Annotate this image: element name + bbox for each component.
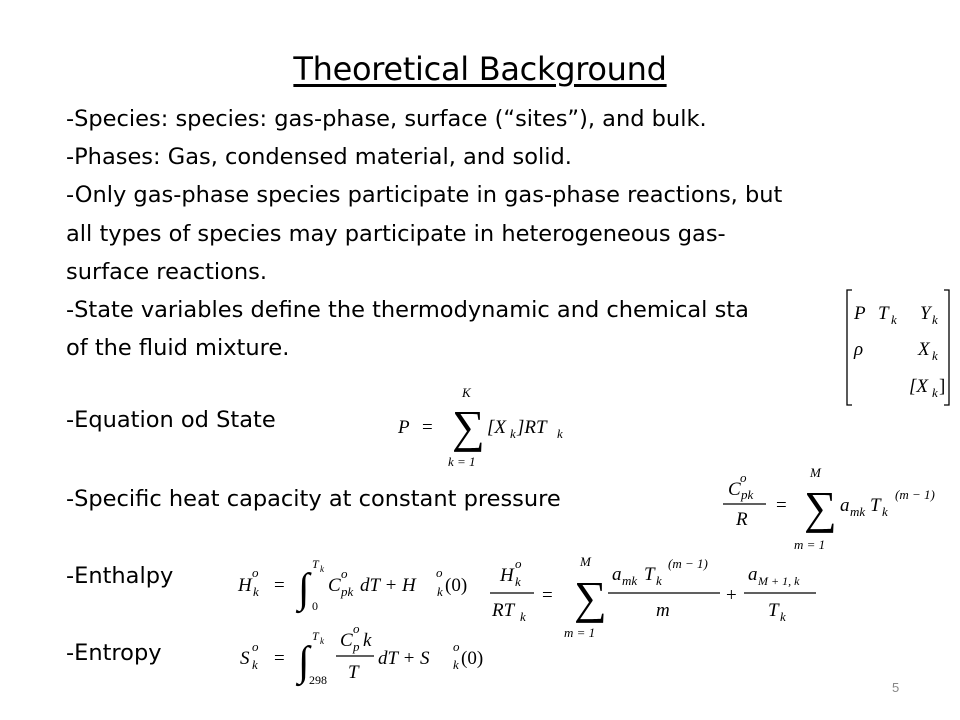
hr-t2-sub: k xyxy=(780,609,786,624)
bullet-phases: -Phases: Gas, condensed material, and solid. xyxy=(66,144,572,171)
body-text xyxy=(66,100,896,367)
eos-equals: = xyxy=(422,417,433,438)
eos-lower-limit: k = 1 xyxy=(448,454,476,469)
hr-t: T xyxy=(644,564,655,585)
bullet-gas-phase-line-3: surface reactions. xyxy=(66,258,268,285)
cp-exponent: (m − 1) xyxy=(895,487,935,502)
s-k: k xyxy=(363,630,372,651)
h-dt: dT + H xyxy=(360,575,416,596)
matrix-p: P xyxy=(854,303,866,324)
hr-h-o: o xyxy=(515,556,522,571)
s-c-o: o xyxy=(353,621,360,636)
equation-enthalpy-ratio xyxy=(484,548,824,640)
label-specific-heat: -Specific heat capacity at constant pressure xyxy=(66,486,561,512)
h-h0-sub: k xyxy=(437,584,443,599)
eos-conc-sub: k xyxy=(510,426,516,441)
h-upper-sub: k xyxy=(320,564,324,574)
h-c: C xyxy=(328,575,341,596)
cp-equals: = xyxy=(776,495,787,516)
bullet-gas-phase-line-1: -Only gas-phase species participate in gas-phase reactions, but xyxy=(66,182,783,209)
s-lower: 298 xyxy=(309,673,327,687)
hr-rt-sub: k xyxy=(520,609,526,624)
h-sub: k xyxy=(253,584,259,599)
hr-plus: + xyxy=(726,585,737,606)
state-variables-matrix xyxy=(836,285,960,410)
cp-upper-limit: M xyxy=(810,465,821,480)
s-s0-arg: (0) xyxy=(461,648,484,669)
matrix-x: X xyxy=(918,339,930,360)
equation-of-state xyxy=(392,380,592,472)
h-lower: 0 xyxy=(312,599,318,613)
hr-t-sub: k xyxy=(656,573,662,588)
hr-h: H xyxy=(500,565,514,586)
h-o: o xyxy=(252,565,259,580)
h-upper: T xyxy=(312,557,319,571)
label-enthalpy: -Enthalpy xyxy=(66,563,174,589)
matrix-t-sub: k xyxy=(891,312,897,327)
bullet-gas-phase-line-2: all types of species may participate in heterogeneous gas- xyxy=(66,220,726,247)
s-sub: k xyxy=(252,657,258,672)
hr-a2: a xyxy=(748,564,758,585)
eos-rt-sub: k xyxy=(557,426,563,441)
cp-a: a xyxy=(840,495,850,516)
hr-a-sub: mk xyxy=(622,573,638,588)
h-h: H xyxy=(238,575,252,596)
s-dt: dT + S xyxy=(378,648,430,669)
s-s0-o: o xyxy=(453,639,460,654)
cp-sigma: ∑ xyxy=(804,482,837,533)
eos-rt: ]RT xyxy=(517,417,547,438)
h-equals: = xyxy=(274,575,285,596)
s-upper-sub: k xyxy=(320,636,324,646)
cp-t-sub: k xyxy=(882,504,888,519)
eos-upper-limit: K xyxy=(462,385,471,400)
hr-h-sub: k xyxy=(515,574,521,589)
cp-o: o xyxy=(740,470,747,485)
matrix-conc-close: ] xyxy=(939,376,946,397)
matrix-y-sub: k xyxy=(932,312,938,327)
s-equals: = xyxy=(274,648,285,669)
matrix-x-sub: k xyxy=(932,348,938,363)
cp-a-sub: mk xyxy=(850,504,866,519)
cp-c: C xyxy=(728,479,741,500)
cp-sub: pk xyxy=(741,487,754,502)
equation-specific-heat xyxy=(718,462,960,554)
eos-p: P xyxy=(398,417,410,438)
label-entropy: -Entropy xyxy=(66,640,162,666)
hr-t2: T xyxy=(768,600,779,621)
equation-entropy xyxy=(232,622,492,692)
matrix-y: Y xyxy=(920,303,931,324)
s-upper: T xyxy=(312,629,319,643)
equation-enthalpy-integral xyxy=(232,552,482,622)
s-integral: ∫ xyxy=(298,639,310,685)
hr-upper-limit: M xyxy=(580,554,591,569)
hr-m: m xyxy=(656,600,670,621)
page-number: 5 xyxy=(892,680,900,695)
h-c-sub: pk xyxy=(341,584,354,599)
hr-sigma: ∑ xyxy=(574,572,607,623)
h-c-o: o xyxy=(341,566,348,581)
s-t: T xyxy=(348,662,359,683)
eos-conc: [X xyxy=(487,417,506,438)
slide-title: Theoretical Background xyxy=(293,50,667,88)
hr-equals: = xyxy=(542,585,553,606)
s-s: S xyxy=(240,648,250,669)
matrix-conc: [X xyxy=(909,376,928,397)
h-h0-o: o xyxy=(436,565,443,580)
h-integral: ∫ xyxy=(298,566,310,612)
hr-exponent: (m − 1) xyxy=(668,556,708,571)
matrix-t: T xyxy=(878,303,889,324)
hr-rt: RT xyxy=(492,600,515,621)
matrix-rho: ρ xyxy=(854,339,864,360)
hr-lower-limit: m = 1 xyxy=(564,625,596,640)
label-equation-of-state: -Equation od State xyxy=(66,407,276,433)
bullet-species: -Species: species: gas-phase, surface (“sites”), and bulk. xyxy=(66,106,707,132)
bullet-state-variables-line-1: -State variables define the thermodynamic and chemical sta xyxy=(66,296,749,323)
hr-a: a xyxy=(612,564,622,585)
h-h0-arg: (0) xyxy=(445,575,468,596)
cp-t: T xyxy=(870,495,881,516)
s-s0-sub: k xyxy=(453,657,459,672)
s-o: o xyxy=(252,639,259,654)
s-c: C xyxy=(340,630,353,651)
bullet-state-variables-line-2: of the fluid mixture. xyxy=(66,335,290,362)
cp-r: R xyxy=(736,509,748,530)
s-c-sub: p xyxy=(353,639,360,654)
cp-lower-limit: m = 1 xyxy=(794,537,826,552)
eos-sigma: ∑ xyxy=(452,401,485,452)
hr-a2-sub: M + 1, k xyxy=(758,574,800,588)
matrix-conc-sub: k xyxy=(932,385,938,400)
